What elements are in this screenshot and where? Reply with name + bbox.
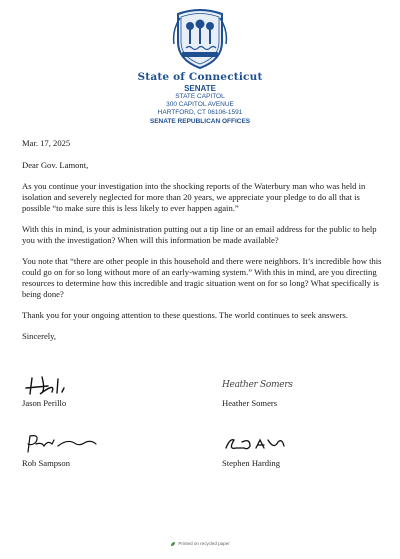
state-title: State of Connecticut xyxy=(137,71,263,83)
paragraph-4: Thank you for your ongoing attention to these questions. The world continues to seek answers. xyxy=(22,310,348,320)
footer-note: Printed on recycled paper xyxy=(178,541,230,547)
letter-body xyxy=(22,138,382,352)
signatory-harding xyxy=(222,432,292,468)
letter-date: Mar. 17, 2025 xyxy=(22,138,71,148)
signatory-name: Jason Perillo xyxy=(22,398,67,408)
address-line-1: STATE CAPITOL xyxy=(175,93,225,100)
signatory-perillo xyxy=(22,374,92,408)
signature-somers: Heather Somers xyxy=(222,380,293,390)
signatory-name: Heather Somers xyxy=(222,398,278,408)
footer xyxy=(0,541,400,547)
letterhead xyxy=(0,8,400,125)
closing: Sincerely, xyxy=(22,331,57,341)
paragraph-2: With this in mind, is your administration putting out a tip line or an email address for the public to help you with the investigation? When will this information be made available? xyxy=(22,224,377,245)
address-line-3: HARTFORD, CT 06106-1591 xyxy=(157,109,243,116)
signature-sampson xyxy=(22,432,102,456)
paragraph-1: As you continue your investigation into the shocking reports of the Waterbury man who was held in isolation and severely neglected for more than 20 years, we appreciate your pledge to do all that is possible “to make sure this is less likely to ever happen again.” xyxy=(22,181,366,213)
signatory-name: Stephen Harding xyxy=(222,458,280,468)
signature-harding xyxy=(222,432,292,456)
signature-perillo xyxy=(22,374,92,396)
office-name: SENATE REPUBLICAN OFFICES xyxy=(149,118,251,125)
recycle-leaf-icon xyxy=(170,541,176,547)
paragraph-3: You note that “there are other people in this household and there were neighbors. It’s incredible how this could go on for so long without more of an early-warning system.” With this in mind, are you directing resources to determine how this incredible and tragic situation went on for so long? What specifically is being done? xyxy=(22,256,382,299)
salutation: Dear Gov. Lamont, xyxy=(22,160,89,170)
signatory-name: Rob Sampson xyxy=(22,458,70,468)
chamber-name: SENATE xyxy=(184,84,216,93)
signature-block xyxy=(22,360,382,490)
state-seal-icon xyxy=(172,8,228,70)
signatory-sampson xyxy=(22,432,102,468)
address-line-2: 300 CAPITOL AVENUE xyxy=(166,101,234,108)
signatory-somers xyxy=(222,374,293,408)
